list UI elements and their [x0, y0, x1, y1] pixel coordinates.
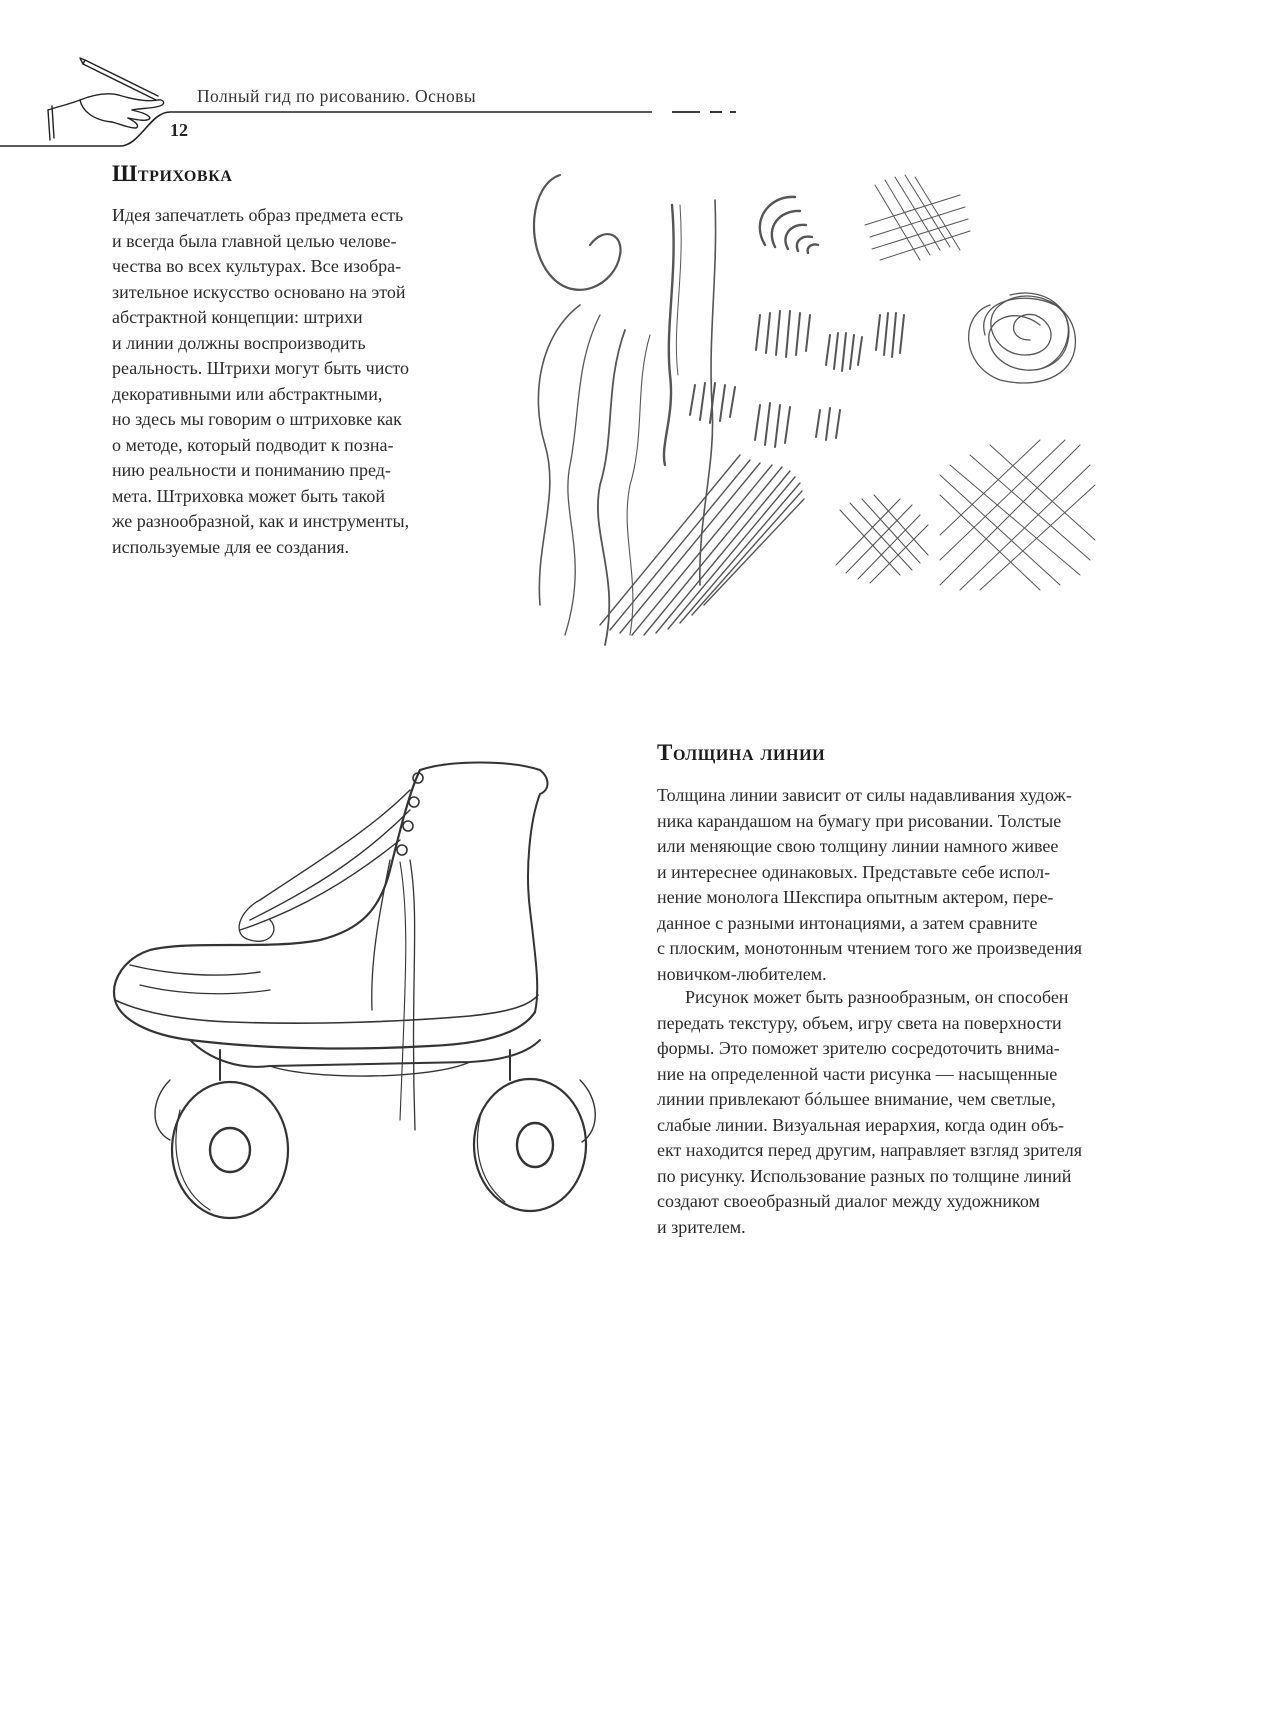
section-line-weight-paragraph-2	[657, 985, 1177, 1240]
text-line: же разнообразной, как и инструменты,	[112, 511, 410, 531]
hatching-examples-illustration	[520, 165, 1210, 680]
text-line: передать текстуру, объем, игру света на поверхности	[657, 1012, 1062, 1033]
text-line: и зрителем.	[657, 1216, 746, 1237]
text-line: ект находится перед другим, направляет взгляд зрителя	[657, 1140, 1083, 1160]
text-line: с плоским, монотонным чтением того же произведения	[657, 938, 1082, 958]
section-hatching-paragraph	[112, 203, 492, 560]
header-rule	[0, 108, 740, 148]
text-line: реальность. Штрихи могут быть чисто	[112, 358, 409, 378]
text-line: декоративными или абстрактными,	[112, 383, 383, 404]
text-line: Рисунок может быть разнообразным, он способен	[685, 987, 1069, 1007]
section-line-weight-paragraph-1	[657, 783, 1177, 987]
text-line: абстрактной концепции: штрихи	[112, 307, 363, 327]
text-line: используемые для ее создания.	[112, 536, 350, 557]
text-line: новичком-любителем.	[657, 963, 827, 984]
text-line: или меняющие свою толщину линии намного живее	[657, 836, 1059, 856]
text-line: но здесь мы говорим о штриховке как	[112, 409, 402, 429]
text-line: ние на определенной части рисунка — насыщенные	[657, 1063, 1058, 1084]
text-line: ника карандашом на бумагу при рисовании. Толстые	[657, 810, 1062, 831]
text-line: и всегда была главной целью челове-	[112, 230, 397, 251]
text-line: данное с разными интонациями, а затем сравните	[657, 912, 1038, 933]
text-line: мета. Штриховка может быть такой	[112, 485, 385, 506]
text-line: и линии должны воспроизводить	[112, 332, 366, 353]
text-line: чества во всех культурах. Все изобра-	[112, 256, 402, 276]
text-line: и интереснее одинаковых. Представьте себе испол-	[657, 861, 1051, 882]
roller-skate-illustration	[110, 750, 655, 1260]
section-title-line-weight: Толщина линии	[657, 740, 826, 765]
text-line: формы. Это поможет зрителю сосредоточить внима-	[657, 1038, 1060, 1058]
text-line: о методе, который подводит к позна-	[112, 434, 394, 455]
text-line: Идея запечатлеть образ предмета есть	[112, 205, 404, 225]
running-title: Полный гид по рисованию. Основы	[197, 86, 476, 106]
text-line: зительное искусство основано на этой	[112, 281, 406, 302]
text-line: нию реальности и пониманию пред-	[112, 460, 391, 480]
text-line: Толщина линии зависит от силы надавливания худож-	[657, 785, 1072, 805]
text-line: нение монолога Шекспира опытным актером, пере-	[657, 887, 1054, 907]
section-title-hatching: Штриховка	[112, 161, 233, 186]
text-line: линии привлекают бóльшее внимание, чем светлые,	[657, 1089, 1056, 1109]
text-line: создают своеобразный диалог между художником	[657, 1191, 1040, 1211]
text-line: по рисунку. Использование разных по толщине линий	[657, 1165, 1072, 1186]
page-number: 12	[170, 120, 188, 140]
text-line: слабые линии. Визуальная иерархия, когда один объ-	[657, 1114, 1064, 1135]
